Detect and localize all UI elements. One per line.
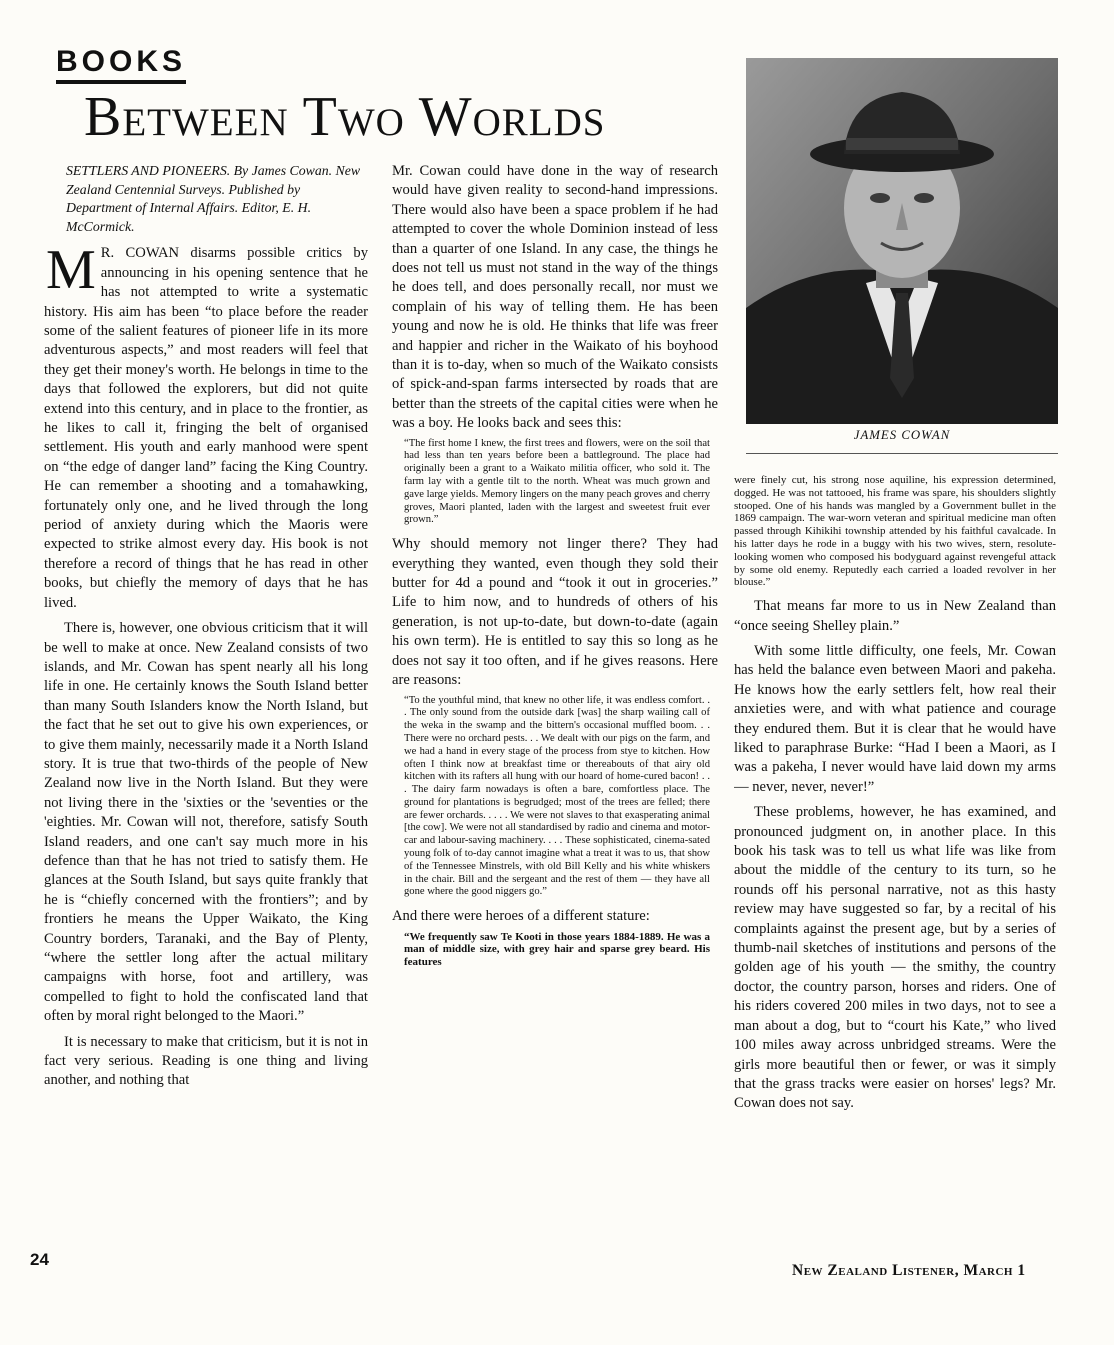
paragraph-text: R. COWAN disarms possible critics by announcing in his opening sentence that he has not attempted to write a systematic history. His aim has been “to place before the reader some of the salient features of pioneer life in its more adventurous aspects,” and most readers will feel that they get their money's worth. He belongs in time to the days that followed the explorers, but did not quite extend into this century, and in place to the frontier, as he likes to call it, fringing the belt of organised settlement. His youth and early manhood were spent on “the edge of danger land” facing the King Country. He can remember a shooting and a tomahawking, fortunately only one, and he lived through the long period of anxiety during which the Maoris were expected to strike almost every day. His book is not therefore a record of things that he has read in other books, but chiefly the memory of days that he has lived.	[44, 245, 368, 611]
block-quote: “The first home I knew, the first trees and flowers, were on the soil that had less than ten years before been a battleground. The place had originally been a grant to a Waikato militia officer, who sold it. The farm lay with a gentle tilt to the north. Wheat was much grown and gave large yields. Memory lingers on the many peach groves and cherry groves, Maori planted, laden with the largest and sweetest fruit ever grown.”	[404, 437, 710, 526]
paragraph: There is, however, one obvious criticism that it will be well to make at once. New Zealand consists of two islands, and Mr. Cowan has spent nearly all his long life in one. He certainly knows the South Island better than many South Islanders know the North Island, but the fact that he set out to give his own experiences, or to give them mainly, necessarily made it a North Island story. It is true that two-thirds of the people of New Zealand now live in the North Island. But they were not living there in the 'sixties or the 'seventies or the 'eighties. Mr. Cowan will not, therefore, satisfy South Island readers, and one can't say much more in his defence than that he has not tried to satisfy them. He glances at the South Island, but says quite frankly that he is “chiefly concerned with the frontiers”; and by frontiers he means the Upper Waikato, the King Country borders, Taranaki, and the Bay of Plenty, “where the settler long after the actual military campaigns with horse, foot and artillery, was compelled to fight to hold the confiscated land that often by moral right belonged to the Maori.”	[44, 620, 368, 1025]
paragraph: And there were heroes of a different stature:	[392, 908, 650, 925]
paragraph: That means far more to us in New Zealand than “once seeing Shelley plain.”	[734, 598, 1056, 634]
paragraph: These problems, however, he has examined, and pronounced judgment on, in another place. In this book his task was to tell us what life was like from about the middle of the century to its turn, so he rounds off his personal narrative, not as this hasty review may have suggested so far, by a recital of his complaints against the present age, but by a series of thumb-nail sketches of institutions and persons of the golden age of his youth — the smithy, the country doctor, the country parson, horses and riders. One of his riders covered 200 miles in two days, not to see a man about a dog, but to “court his Kate,” who lived 100 miles away across unbridged streams. Were the girls more beautiful then or fewer, or was it simply that the grass tracks were easier on horses' legs? Mr. Cowan does not say.	[734, 804, 1056, 1112]
publication-footer: New Zealand Listener, March 1	[792, 1262, 1026, 1279]
photo-caption: JAMES COWAN	[746, 428, 1058, 454]
portrait-photo	[746, 58, 1058, 424]
page-number: 24	[30, 1250, 49, 1269]
section-heading: BOOKS	[56, 44, 186, 84]
block-quote: were finely cut, his strong nose aquiline, his expression determined, dogged. He was not tattooed, his frame was spare, his shoulders slightly stooped. One of his hands was mangled by a Government bullet in the 1869 campaign. The war-worn veteran and spiritual medicine man often passed through Kihikihi township attended by his faithful cavalcade. In his latter days he rode in a buggy with his two wives, stern, resolute-looking women who composed his bodyguard against revengeful attack by some old enemy. Reputedly each carried a loaded revolver in her blouse.”	[734, 474, 1056, 589]
paragraph: Why should memory not linger there? They had everything they wanted, even though they sold their butter for 4d a pound and “took it out in groceries.” Life to him now, and to hundreds of others of his generation, is not up-to-date, but down-to-date (again his own term). He is entitled to say this so long as he does not say it too often, and if he gives reasons. Here are reasons:	[392, 536, 718, 689]
paragraph: Mr. Cowan could have done in the way of research would have given reality to second-hand impressions. There would also have been a space problem if he had attempted to cover the whole Dominion instead of less than a quarter of one Island. In any case, the things he does not tell us must not stand in the way of the things he does tell, and does personally recall, nor must we complain of his way of telling them. He has been young and now he is old. He thinks that life was freer and happier and richer in the Waikato of his boyhood than it is to-day, when so much of the Waikato consists of spick-and-span farms intersected by roads that are better than the streets of the capital cities were when he was a boy. He looks back and sees this:	[392, 163, 718, 432]
paragraph: With some little difficulty, one feels, Mr. Cowan has held the balance even between Maori and pakeha. He knows how the early settlers felt, how real their anxieties were, and with what patience and courage they endured them. But it is clear that he would have liked to paraphrase Burke: “Had I been a Maori, as I was a pakeha, I never would have laid down my arms — never, never, never!”	[734, 642, 1056, 795]
article-column-1	[44, 162, 368, 1234]
article-column-3	[734, 470, 1056, 1230]
block-quote: “To the youthful mind, that knew no other life, it was endless comfort. . . The only sound from the outside dark [was] the sharp wailing call of the weka in the swamp and the bittern's occasional muffled boom. . . There were no orchard pests. . . We dealt with our pigs on the farm, and we had a hand in every stage of the process from stye to kitchen. How often I think now at breakfast time or thereabouts of that airy old kitchen with its rafters all hung with our hoard of home-cured bacon! . . . The dairy farm nowadays is often a bare, comfortless place. The ground for plantations is begrudged; most of the trees are felled; there are fewer orchards. . . . . We were not slaves to that exasperating animal [the cow]. We were not all standardised by radio and cinema and motor-car and labour-saving machinery. . . . These sophisticated, cinema-sated young folk of to-day cannot imagine what a treat it was to us, that show of the Tennessee Minstrels, with old Bill Kelly and his white whiskers in the chair. Bill and the sergeant and the rest of them — they have all gone where the good niggers go.”	[404, 694, 710, 898]
drop-cap: M	[46, 239, 96, 302]
portrait-illustration	[746, 58, 1058, 424]
article-column-2	[392, 162, 718, 1238]
paragraph: It is necessary to make that criticism, but it is not in fact very serious. Reading is one thing and living another, and nothing that	[44, 1033, 368, 1089]
block-quote: “We frequently saw Te Kooti in those years 1884-1889. He was a man of middle size, with grey hair and sparse grey beard. His features	[404, 930, 710, 969]
book-byline: SETTLERS AND PIONEERS. By James Cowan. New Zealand Centennial Surveys. Published by Department of Internal Affairs. Editor, E. H. McCormick.	[66, 163, 361, 234]
article-title: Between Two Worlds	[84, 86, 606, 148]
paragraph	[44, 239, 368, 613]
